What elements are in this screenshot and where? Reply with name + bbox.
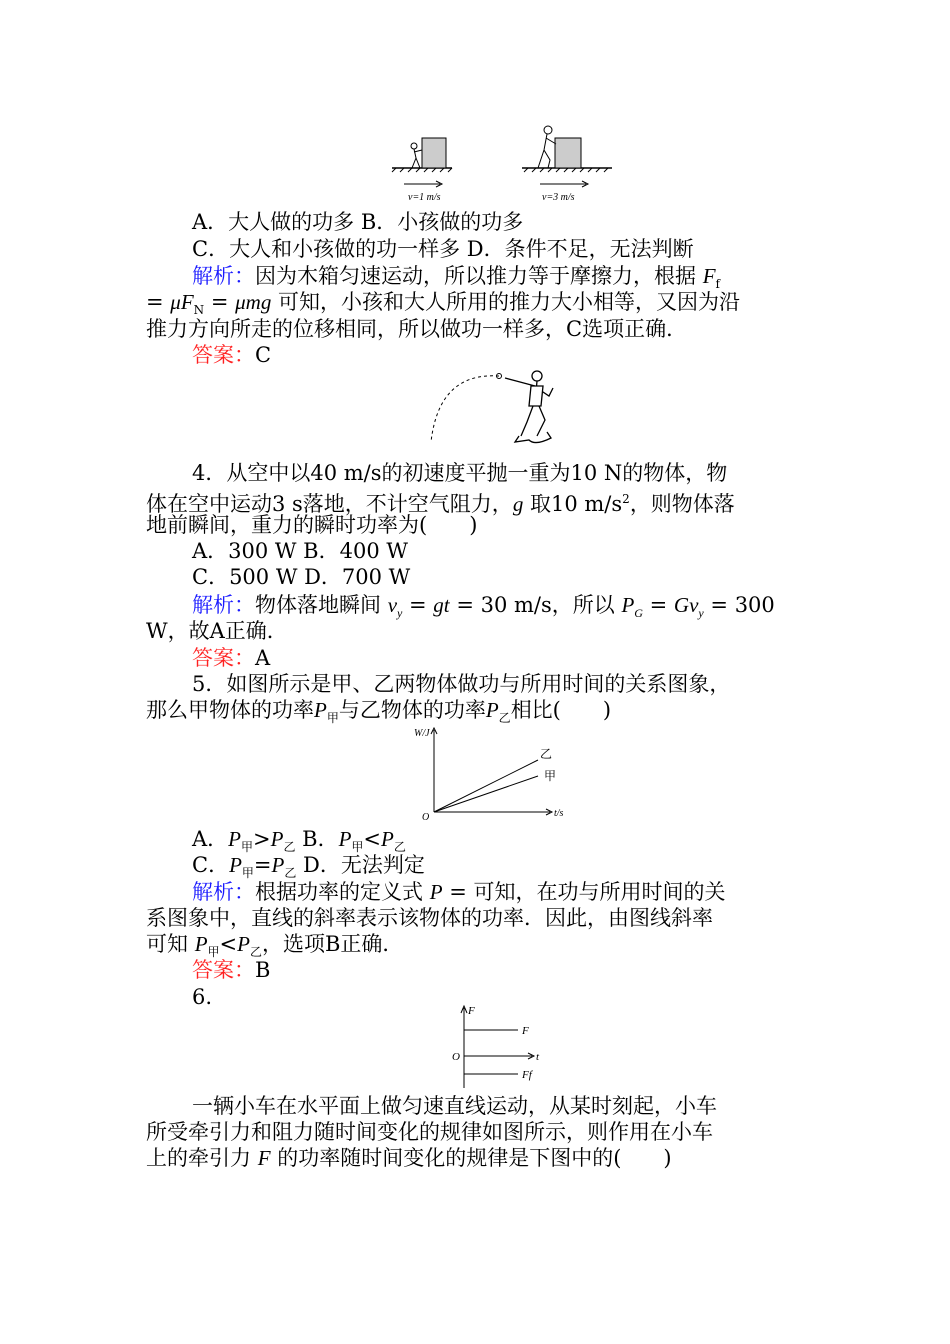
stem-text: 取10 m/s bbox=[530, 492, 623, 516]
q4-stem-line1: 4．从空中以40 m/s的初速度平抛一重为10 N的物体，物 bbox=[192, 461, 728, 485]
q3-answer bbox=[192, 342, 854, 368]
line-yi-label: 乙 bbox=[540, 747, 553, 761]
projectile-trajectory bbox=[431, 376, 499, 442]
q6-number: 6. bbox=[192, 985, 213, 1009]
q5-explanation-line3: 可知 $P_甲<P_乙$，选项B正确． bbox=[146, 932, 404, 960]
push-box-figure bbox=[390, 124, 620, 204]
explanation-text: 物体落地瞬间 bbox=[255, 593, 381, 617]
subscript: 甲 bbox=[241, 840, 254, 855]
q4-stem-line2: 体在空中运动3 s落地，不计空气阻力，g 取10 $m/s^2$，则物体落 bbox=[146, 492, 735, 516]
q4-answer bbox=[192, 645, 854, 671]
explanation-text: 因为木箱匀速运动，所以推力等于摩擦力，根据 bbox=[255, 264, 696, 288]
q4-explanation-line1: 解析：物体落地瞬间 $v_y$ = gt = 30 m/s，所以 $P_G = Gv_y = 300$ bbox=[192, 593, 775, 621]
q5-stem-line1: 5．如图所示是甲、乙两物体做功与所用时间的关系图象， bbox=[192, 672, 731, 696]
subscript: 乙 bbox=[249, 945, 262, 960]
answer-label: 答案： bbox=[192, 958, 255, 982]
stem-text: 与乙物体的功率 bbox=[338, 698, 486, 722]
stem-text: 体在空中运动3 s落地，不计空气阻力， bbox=[146, 492, 513, 516]
q3-explanation-line3: 推力方向所走的位移相同，所以做功一样多，C选项正确． bbox=[146, 317, 688, 341]
q4-explanation-line2: W，故A正确． bbox=[146, 619, 288, 643]
answer-label: 答案： bbox=[192, 343, 255, 367]
explanation-text: = 300 bbox=[710, 593, 775, 617]
subscript: 甲 bbox=[326, 711, 339, 726]
explanation-label: 解析： bbox=[192, 880, 255, 904]
q5-options-cd: C．$P_甲=P_乙$ D．无法判定 bbox=[192, 853, 425, 881]
explanation-text: 可知，小孩和大人所用的推力大小相等，又因为沿 bbox=[278, 290, 741, 314]
velocity-label-child: v=1 m/s bbox=[408, 192, 441, 203]
stem-text: 相比( ) bbox=[510, 698, 612, 722]
q3-explanation-line2: = $\mu F_N = \mu mg$ 可知，小孩和大人所用的推力大小相等，又因为沿 bbox=[146, 290, 741, 318]
q6-stem-line3: 上的牵引力 F 的功率随时间变化的规律是下图中的( ) bbox=[146, 1146, 672, 1170]
child-pushing-scene bbox=[392, 138, 452, 203]
velocity-label-adult: v=3 m/s bbox=[542, 192, 575, 203]
explanation-label: 解析： bbox=[192, 264, 255, 288]
origin-label: O bbox=[422, 812, 430, 823]
work-time-graph bbox=[414, 724, 580, 823]
x-axis-label: t bbox=[536, 1051, 540, 1063]
explanation-text: = 30 m/s，所以 bbox=[456, 593, 615, 617]
q3-explanation-line1: 解析：因为木箱匀速运动，所以推力等于摩擦力，根据 $F_f$ bbox=[192, 264, 720, 292]
answer-value: B bbox=[255, 958, 271, 982]
traction-force-label: F bbox=[522, 1025, 529, 1037]
q4-options-ab: A．300 W B．400 W bbox=[192, 539, 408, 563]
subscript: 乙 bbox=[284, 866, 297, 881]
line-jia-label: 甲 bbox=[544, 769, 557, 783]
adult-pushing-scene bbox=[522, 126, 612, 203]
q4-stem-line3: 地前瞬间，重力的瞬时功率为( ) bbox=[146, 513, 478, 537]
subscript: 甲 bbox=[207, 945, 220, 960]
subscript: 乙 bbox=[498, 711, 511, 726]
subscript: 乙 bbox=[283, 840, 296, 855]
force-time-graph bbox=[448, 1004, 558, 1090]
x-axis-label: t/s bbox=[554, 808, 564, 819]
answer-value: C bbox=[255, 343, 272, 367]
stem-text: 那么甲物体的功率 bbox=[146, 698, 314, 722]
q6-stem-line2: 所受牵引力和阻力随时间变化的规律如图所示，则作用在小车 bbox=[146, 1120, 713, 1144]
q4-options-cd: C．500 W D．700 W bbox=[192, 565, 411, 589]
subscript: 甲 bbox=[351, 840, 364, 855]
y-axis-label: W/J bbox=[414, 728, 430, 739]
line-yi bbox=[434, 760, 538, 812]
y-axis-label: F bbox=[468, 1005, 475, 1017]
origin-label: O bbox=[452, 1051, 460, 1063]
stem-text: ，则物体落 bbox=[629, 492, 735, 516]
explanation-label: 解析： bbox=[192, 593, 255, 617]
q5-answer bbox=[192, 957, 854, 983]
q3-options-ab: A．大人做的功多 B．小孩做的功多 bbox=[192, 210, 524, 234]
subscript: 甲 bbox=[241, 866, 254, 881]
answer-label: 答案： bbox=[192, 646, 255, 670]
q5-options-ab: A．$P_甲>P_乙$ B．$P_甲<P_乙$ bbox=[192, 827, 406, 855]
answer-value: A bbox=[255, 646, 271, 670]
q5-explanation-line1: 解析：根据功率的定义式 P = 可知，在功与所用时间的关 bbox=[192, 880, 726, 904]
line-jia bbox=[434, 776, 538, 812]
projectile-throw-figure bbox=[425, 366, 565, 450]
subscript: 乙 bbox=[393, 840, 406, 855]
friction-force-label: Ff bbox=[522, 1069, 532, 1081]
q5-explanation-line2: 系图象中，直线的斜率表示该物体的功率．因此，由图线斜率 bbox=[146, 906, 713, 930]
q5-stem-line2: 那么甲物体的功率$P_甲$与乙物体的功率$P_乙$相比( ) bbox=[146, 698, 612, 726]
thrower-figure bbox=[505, 371, 553, 443]
q3-options-cd: C．大人和小孩做的功一样多 D．条件不足，无法判断 bbox=[192, 237, 694, 261]
q6-stem-line1: 一辆小车在水平面上做匀速直线运动，从某时刻起，小车 bbox=[192, 1094, 717, 1118]
